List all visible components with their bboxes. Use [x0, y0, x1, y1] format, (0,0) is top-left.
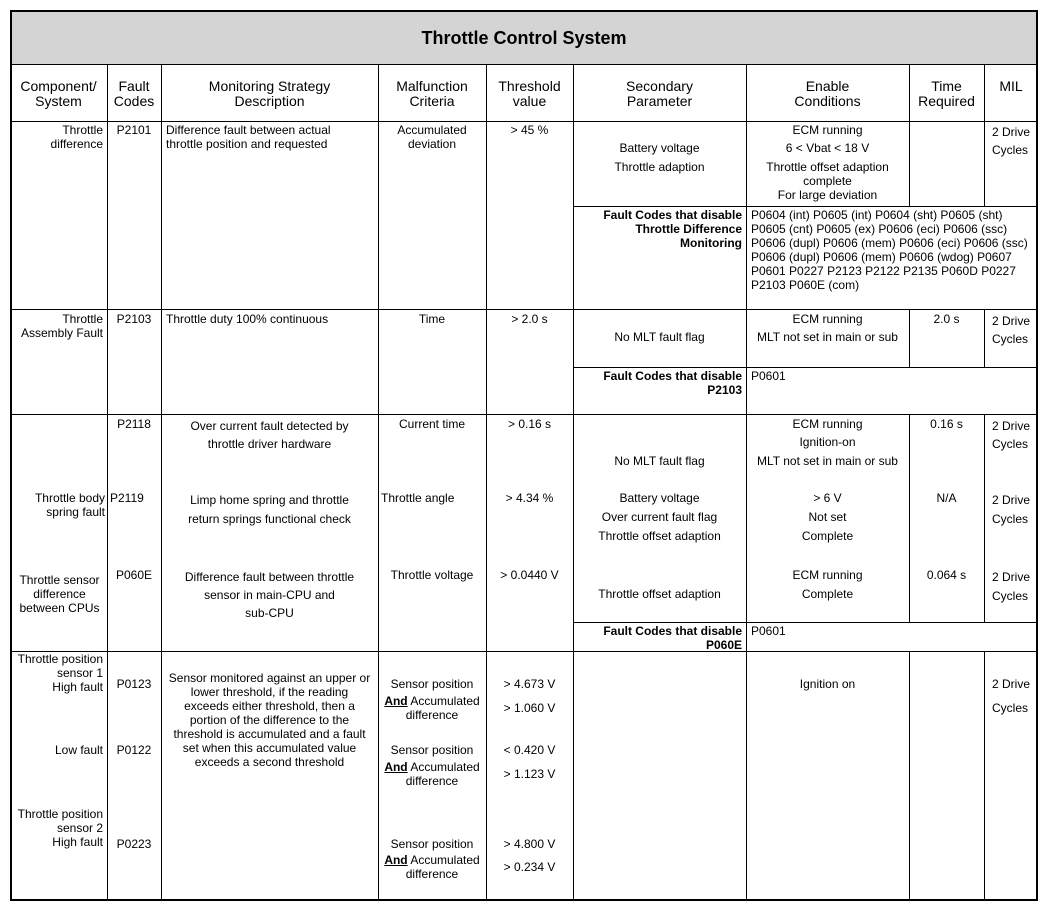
p060e-description: Difference fault between throttle sensor in main-CPU and sub-CPU [184, 570, 355, 620]
p2101-secondary-adaption: Throttle adaption [614, 160, 705, 174]
p2103-description: Throttle duty 100% continuous [166, 312, 329, 326]
p2101-disable-codes: P0604 (int) P0605 (int) P0604 (sht) P0605 (sht) P0605 (cnt) P0605 (ex) P0606 (eci) P0606 (ssc) P0606 (dupl) P0606 (mem) P0606 (eci) P0606 (ssc) P0606 (dupl) P0606 (mem) P0606 (wdog) P0607 P0601 P0227 P2123 P2122 P2135 P060D P0227 P2103 P060E (com) [751, 208, 1028, 292]
p2101-threshold: > 45 % [510, 123, 549, 137]
p2119-time: N/A [936, 491, 957, 505]
column-divider [984, 309, 985, 367]
p2118-code: P2118 [117, 417, 151, 431]
row-divider [573, 206, 1038, 207]
p2101-enable-offset: Throttle offset adaption complete For large deviation [766, 160, 889, 202]
header-time: Time Required [918, 78, 975, 109]
tps-p0123-threshold-position: > 4.673 V [503, 677, 556, 691]
column-divider [909, 414, 910, 622]
row-divider [10, 309, 1038, 310]
and-keyword: And [384, 853, 408, 867]
p2101-code: P2101 [116, 123, 152, 137]
tps-enable: Ignition on [799, 677, 856, 691]
row-divider [573, 622, 1038, 623]
p060e-time: 0.064 s [926, 568, 967, 582]
row-divider [10, 121, 1038, 122]
p060e-code: P060E [115, 568, 153, 582]
p2119-enable-notset: Not set [808, 510, 847, 524]
p2103-component: Throttle Assembly Fault [20, 312, 103, 340]
p2119-component: Throttle body spring fault [34, 491, 105, 519]
accumulated-label: Accumulated [407, 760, 480, 774]
tps-p0122-threshold-position: < 0.420 V [503, 743, 556, 757]
p2119-threshold: > 4.34 % [505, 491, 554, 505]
p060e-mil: 2 Drive Cycles [992, 570, 1031, 603]
header-enable: Enable Conditions [794, 78, 861, 109]
header-fault-codes: Fault Codes [113, 78, 155, 109]
p060e-threshold: > 0.0440 V [500, 568, 559, 582]
p2119-secondary-offset: Throttle offset adaption [598, 529, 721, 543]
tps-p0223-threshold-position: > 4.800 V [503, 837, 556, 851]
tps-p0223-and-accumulated [378, 853, 486, 867]
p2119-mil: 2 Drive Cycles [992, 493, 1031, 526]
p2118-malfunction: Current time [398, 417, 466, 431]
p2118-time: 0.16 s [930, 417, 963, 431]
p2103-code: P2103 [116, 312, 152, 326]
p2118-mil: 2 Drive Cycles [992, 419, 1031, 451]
p2101-mil: 2 Drive Cycles [992, 125, 1031, 157]
p2118-enable-mlt: MLT not set in main or sub [757, 454, 898, 468]
p2118-secondary-mlt: No MLT fault flag [614, 454, 705, 468]
header-threshold: Threshold value [498, 78, 561, 109]
p2119-enable-complete: Complete [801, 529, 854, 543]
tps-p0223-threshold-accumulated: > 0.234 V [503, 860, 556, 874]
p060e-enable-ecm: ECM running [792, 568, 863, 582]
tps-p0223-difference: difference [405, 867, 459, 881]
p2103-enable-mlt: MLT not set in main or sub [757, 330, 898, 344]
p2101-description: Difference fault between actual throttle position and requested [166, 123, 331, 151]
tps-p0123-difference: difference [405, 708, 459, 722]
header-secondary: Secondary Parameter [626, 78, 693, 109]
tps-code-p0122: P0122 [116, 743, 152, 757]
header-monitoring: Monitoring Strategy Description [208, 78, 331, 109]
p2103-secondary-mlt: No MLT fault flag [614, 330, 705, 344]
accumulated-label: Accumulated [407, 694, 480, 708]
column-divider [984, 651, 985, 901]
p2101-enable-ecm: ECM running [792, 123, 863, 137]
row-divider [10, 651, 1038, 652]
column-divider [984, 414, 985, 622]
column-divider [107, 65, 108, 901]
tps-mil-line-1: 2 Drive [992, 677, 1031, 691]
row-divider [10, 414, 1038, 415]
tps-code-p0223: P0223 [116, 837, 152, 851]
accumulated-label: Accumulated [407, 853, 480, 867]
p2119-secondary-battery: Battery voltage [619, 491, 700, 505]
p2118-enable-ecm: ECM running [792, 417, 863, 431]
tps-p0122-sensor-position: Sensor position [390, 743, 474, 757]
p060e-enable-complete: Complete [801, 587, 854, 601]
header-mil: MIL [999, 78, 1023, 94]
p2119-description: Limp home spring and throttle return springs functional check [188, 493, 351, 526]
tps-p0122-and-accumulated [378, 760, 486, 774]
p060e-component: Throttle sensor difference between CPUs [19, 573, 100, 615]
column-divider [909, 651, 910, 901]
column-divider [573, 65, 574, 901]
tps-p0123-threshold-accumulated: > 1.060 V [503, 701, 556, 715]
tps-p0122-difference: difference [405, 774, 459, 788]
table-title: Throttle Control System [10, 10, 1038, 65]
p060e-disable-codes: P0601 [751, 624, 786, 638]
p060e-secondary-offset: Throttle offset adaption [598, 587, 721, 601]
tps-p0223-sensor-position: Sensor position [390, 837, 474, 851]
p2119-code: P2119 [110, 491, 144, 505]
p2103-enable-ecm: ECM running [792, 312, 863, 326]
p2118-description: Over current fault detected by throttle driver hardware [190, 419, 349, 451]
p060e-disable-label: Fault Codes that disable P060E [603, 624, 742, 652]
and-keyword: And [384, 694, 408, 708]
p2101-enable-vbat: 6 < Vbat < 18 V [785, 141, 870, 155]
p2101-disable-label: Fault Codes that disable Throttle Difference Monitoring [603, 208, 742, 250]
p2119-secondary-overcurrent: Over current fault flag [601, 510, 718, 524]
tps-code-p0123: P0123 [116, 677, 152, 691]
tps1-component: Throttle position sensor 1 High fault [17, 652, 103, 694]
p2101-secondary-battery: Battery voltage [619, 141, 700, 155]
p2103-malfunction: Time [418, 312, 446, 326]
tps-low-fault: Low fault [54, 743, 103, 757]
p2103-mil: 2 Drive Cycles [992, 314, 1031, 346]
column-divider [161, 65, 162, 901]
tps2-component: Throttle position sensor 2 High fault [17, 807, 103, 849]
tps-p0123-sensor-position: Sensor position [390, 677, 474, 691]
tps-p0123-and-accumulated [378, 694, 486, 708]
p2103-disable-label: Fault Codes that disable P2103 [603, 369, 742, 397]
header-component: Component/ System [20, 78, 97, 109]
p2119-malfunction: Throttle angle [381, 491, 455, 505]
header-malfunction: Malfunction Criteria [396, 78, 468, 109]
p2103-disable-codes: P0601 [751, 369, 786, 383]
row-divider [573, 367, 1038, 368]
p2118-threshold: > 0.16 s [507, 417, 552, 431]
p060e-malfunction: Throttle voltage [390, 568, 474, 582]
tps-p0122-threshold-accumulated: > 1.123 V [503, 767, 556, 781]
tps-description: Sensor monitored against an upper or lower threshold, if the reading exceeds either threshold, then a portion of the difference to the threshold is accumulated and a fault set when this accumulated value exceeds a second threshold [168, 671, 371, 769]
p2119-enable-voltage: > 6 V [813, 491, 842, 505]
and-keyword: And [384, 760, 408, 774]
p2118-enable-ignition: Ignition-on [799, 435, 856, 449]
p2103-time: 2.0 s [933, 312, 960, 326]
p2103-threshold: > 2.0 s [511, 312, 548, 326]
tps-mil-line-2: Cycles [992, 701, 1029, 715]
p2101-malfunction: Accumulated deviation [397, 123, 467, 151]
p2101-component: Throttle difference [50, 123, 103, 151]
